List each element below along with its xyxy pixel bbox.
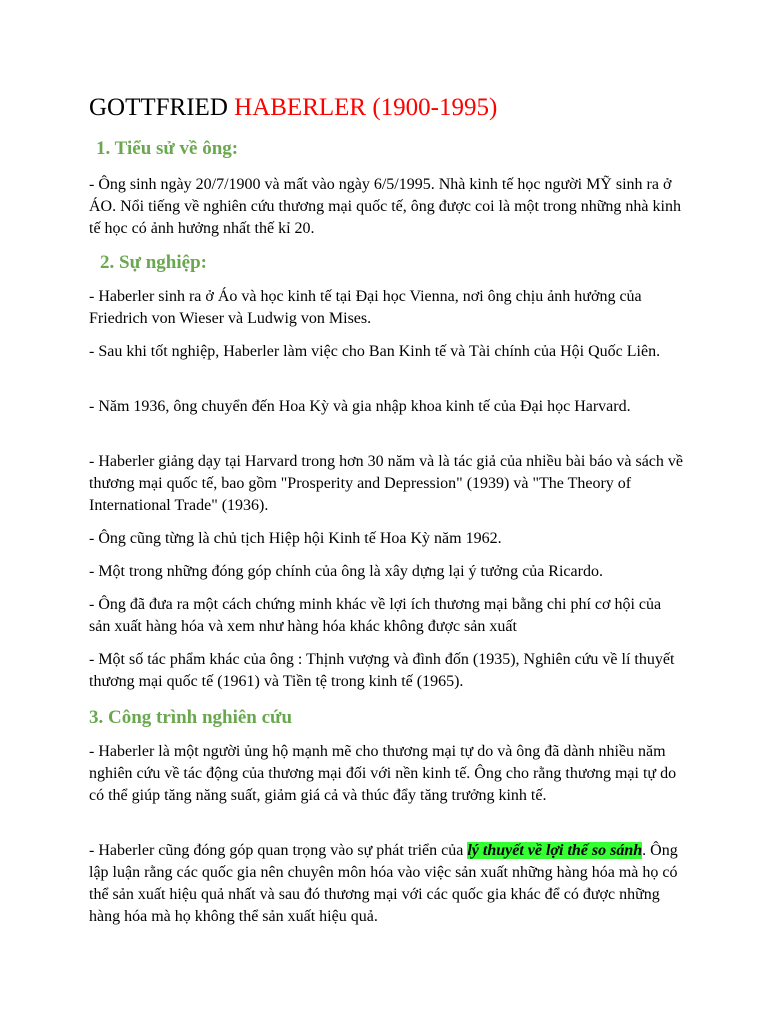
paragraph-text-after: . Ông lập luận rằng các quốc gia nên chuyên môn hóa vào việc sản xuất những hàng hóa mà họ có thể sản xuất hiệu quả nhất và sau đó thương mại với các quốc gia khác để có được những hàng hóa mà họ không thể sản xuất hiệu quả. — [89, 842, 678, 925]
paragraph-text-before: - Haberler cũng đóng góp quan trọng vào sự phát triển của — [89, 842, 468, 859]
section-1-heading: 1. Tiểu sử về ông: — [96, 138, 239, 159]
section-1-paragraph-1: - Ông sinh ngày 20/7/1900 và mất vào ngày 6/5/1995. Nhà kinh tế học người MỸ sinh ra ở ÁO. Nổi tiếng về nghiên cứu thương mại quốc tế, ông được coi là một trong những nhà kinh tế học có ảnh hưởng nhất thế kỉ 20. — [89, 176, 681, 237]
section-2-paragraph-4: - Haberler giảng dạy tại Harvard trong hơn 30 năm và là tác giả của nhiều bài báo và sách về thương mại quốc tế, bao gồm "Prosperity and Depression" (1939) và "The Theory of International Trade" (1936). — [89, 453, 683, 514]
title-highlight: HABERLER (1900-1995) — [234, 94, 498, 121]
section-2-paragraph-3: - Năm 1936, ông chuyển đến Hoa Kỳ và gia nhập khoa kinh tế của Đại học Harvard. — [89, 398, 631, 415]
section-2-heading: 2. Sự nghiệp: — [100, 252, 207, 273]
section-3-heading: 3. Công trình nghiên cứu — [89, 707, 293, 728]
section-2-paragraph-6: - Một trong những đóng góp chính của ông là xây dựng lại ý tưởng của Ricardo. — [89, 563, 603, 580]
section-2-paragraph-5: - Ông cũng từng là chủ tịch Hiệp hội Kinh tế Hoa Kỳ năm 1962. — [89, 530, 502, 547]
section-3-paragraph-1: - Haberler là một người ủng hộ mạnh mẽ cho thương mại tự do và ông đã dành nhiều năm nghiên cứu về tác động của thương mại đối với nền kinh tế. Ông cho rằng thương mại tự do có thể giúp tăng năng suất, giảm giá cả và thúc đẩy tăng trưởng kinh tế. — [89, 743, 677, 804]
title-name: GOTTFRIED — [89, 94, 235, 121]
document-title — [89, 92, 497, 124]
section-2-paragraph-2: - Sau khi tốt nghiệp, Haberler làm việc cho Ban Kinh tế và Tài chính của Hội Quốc Liên. — [89, 343, 661, 360]
highlighted-term: lý thuyết về lợi thế so sánh — [467, 842, 643, 859]
section-2-paragraph-7: - Ông đã đưa ra một cách chứng minh khác về lợi ích thương mại bằng chi phí cơ hội của sản xuất hàng hóa và xem như hàng hóa khác không được sản xuất — [89, 596, 662, 635]
section-3-paragraph-2 — [89, 840, 685, 928]
section-2-paragraph-8: - Một số tác phẩm khác của ông : Thịnh vượng và đình đốn (1935), Nghiên cứu về lí thuyết thương mại quốc tế (1961) và Tiền tệ trong kinh tế (1965). — [89, 651, 675, 690]
section-2-paragraph-1: - Haberler sinh ra ở Áo và học kinh tế tại Đại học Vienna, nơi ông chịu ảnh hưởng của Friedrich von Wieser và Ludwig von Mises. — [89, 288, 642, 327]
